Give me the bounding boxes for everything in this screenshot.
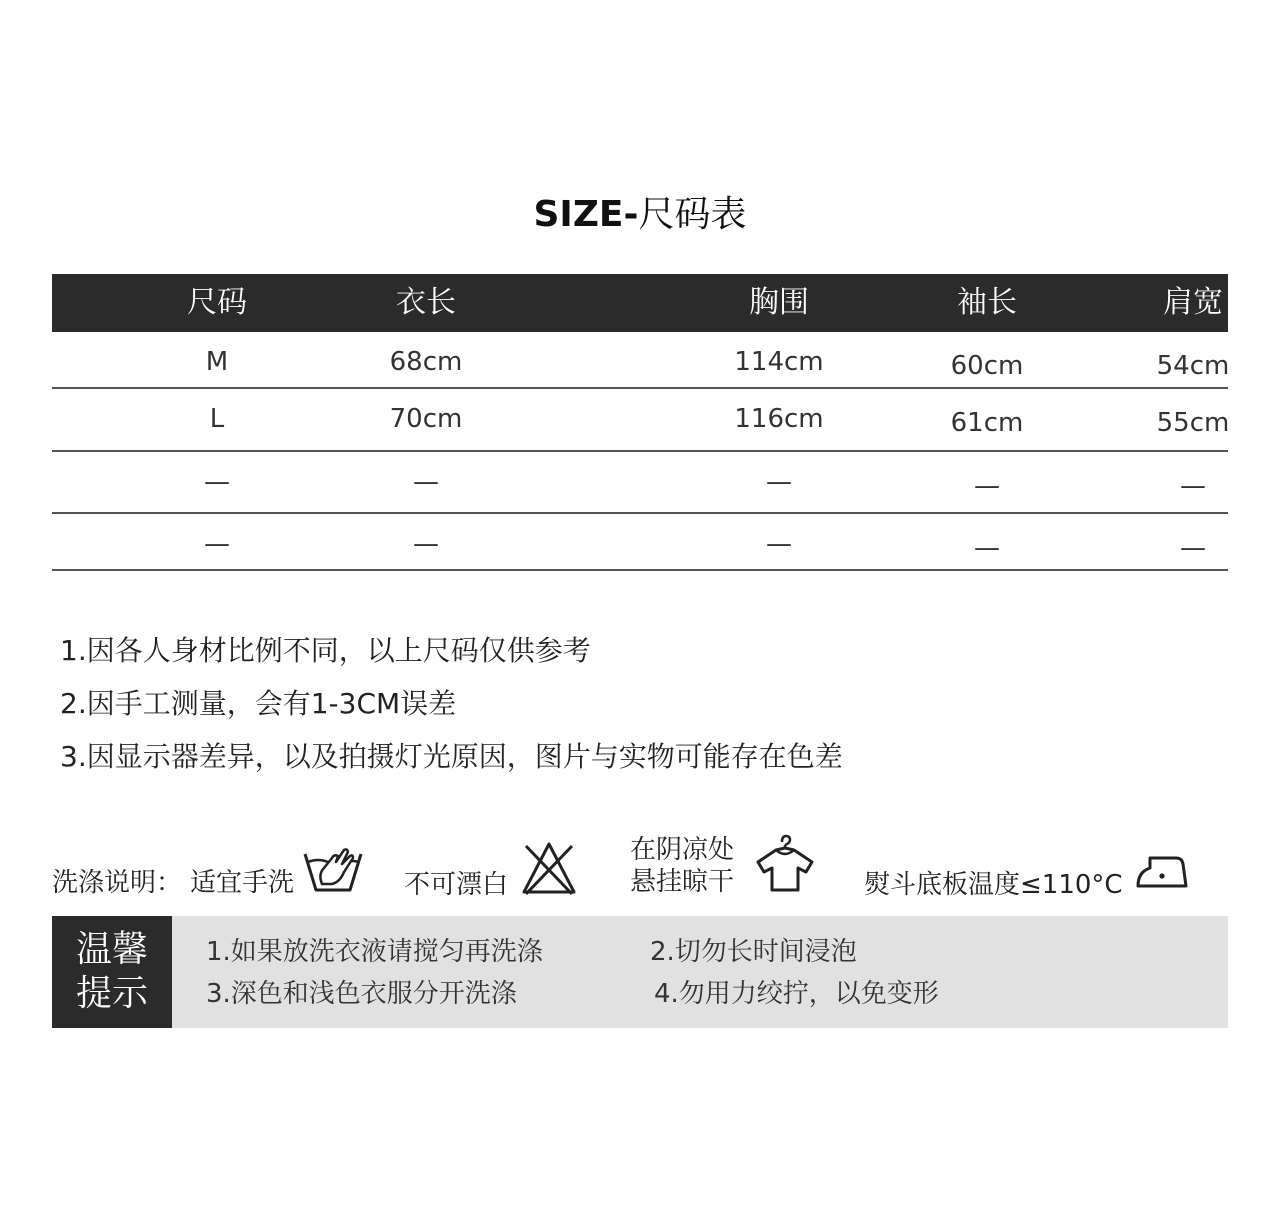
- no-bleach-icon: [520, 840, 578, 902]
- page-title: [0, 190, 1280, 240]
- title-zh: 尺码表: [638, 194, 747, 235]
- tips-box: [52, 916, 1228, 1028]
- care-instructions: [52, 830, 1228, 910]
- table-cell: —: [766, 529, 792, 559]
- header-size: 尺码: [187, 285, 247, 320]
- table-cell: —: [974, 533, 1000, 563]
- care-hang-dry-line2: 悬挂晾干: [630, 867, 735, 897]
- tip-4: 4.勿用力绞拧，以免变形: [654, 979, 939, 1009]
- care-hand-wash-text: 适宜手洗: [190, 868, 295, 898]
- tip-3: 3.深色和浅色衣服分开洗涤: [206, 979, 517, 1009]
- header-sleeve: 袖长: [957, 285, 1017, 320]
- table-cell: L: [209, 404, 225, 434]
- tips-tag-line1: 温馨: [75, 929, 148, 970]
- note-3: 3.因显示器差异，以及拍摄灯光原因，图片与实物可能存在色差: [60, 740, 843, 773]
- tip-2: 2.切勿长时间浸泡: [650, 937, 857, 967]
- note-1: 1.因各人身材比例不同，以上尺码仅供参考: [60, 634, 591, 667]
- table-cell: 116cm: [734, 404, 824, 434]
- table-cell: 114cm: [734, 347, 824, 377]
- header-shoulder: 肩宽: [1163, 285, 1223, 320]
- care-hang-dry-line1: 在阴凉处: [630, 835, 735, 865]
- size-notes: [60, 624, 1210, 783]
- table-cell: —: [1180, 533, 1206, 563]
- header-chest: 胸围: [749, 285, 809, 320]
- table-cell: —: [766, 467, 792, 497]
- iron-icon: [1136, 854, 1188, 894]
- size-table: [52, 274, 1228, 571]
- care-label: 洗涤说明：: [52, 868, 183, 898]
- title-en: SIZE: [533, 194, 624, 235]
- hand-wash-icon: [302, 840, 364, 898]
- size-table-header: [52, 274, 1228, 332]
- table-cell: M: [205, 347, 229, 377]
- table-cell: —: [1180, 471, 1206, 501]
- care-no-bleach-text: 不可漂白: [404, 870, 509, 900]
- table-row: [52, 514, 1228, 571]
- header-length: 衣长: [396, 285, 456, 320]
- care-iron-text: 熨斗底板温度≤110°C: [864, 870, 1123, 900]
- table-cell: 70cm: [389, 404, 463, 434]
- table-cell: 68cm: [389, 347, 463, 377]
- table-row: [52, 452, 1228, 514]
- note-2: 2.因手工测量，会有1-3CM误差: [60, 687, 457, 720]
- table-row: [52, 389, 1228, 452]
- table-cell: —: [413, 529, 439, 559]
- care-hang-dry-text: [630, 834, 734, 898]
- table-cell: 55cm: [1156, 408, 1230, 438]
- title-separator: -: [623, 194, 639, 235]
- table-cell: —: [413, 467, 439, 497]
- table-cell: —: [974, 471, 1000, 501]
- tip-1: 1.如果放洗衣液请搅匀再洗涤: [206, 937, 543, 967]
- table-cell: —: [204, 529, 230, 559]
- table-cell: —: [204, 467, 230, 497]
- hang-dry-icon: [754, 834, 816, 898]
- table-row: [52, 332, 1228, 389]
- tips-tag: [52, 916, 172, 1028]
- table-cell: 61cm: [950, 408, 1024, 438]
- tips-tag-line2: 提示: [75, 973, 148, 1014]
- table-cell: 54cm: [1156, 351, 1230, 381]
- table-cell: 60cm: [950, 351, 1024, 381]
